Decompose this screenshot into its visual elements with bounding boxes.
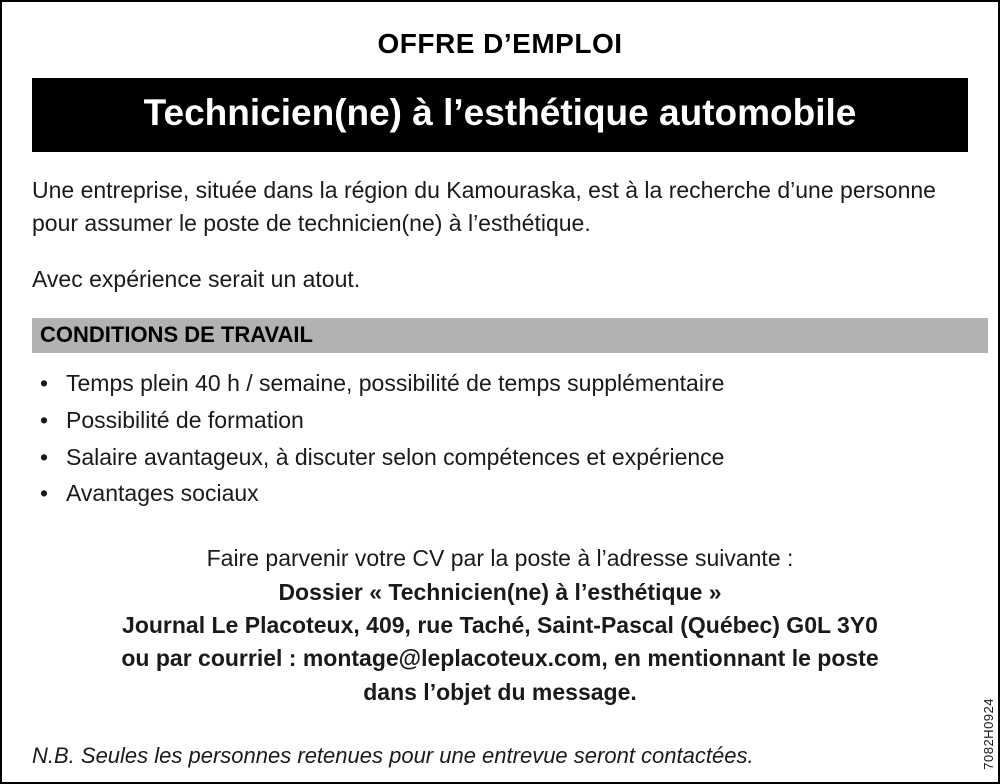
conditions-heading: CONDITIONS DE TRAVAIL [32, 318, 988, 353]
condition-item: • Temps plein 40 h / semaine, possibilité de temps supplémentaire [32, 365, 968, 402]
contact-line-intro: Faire parvenir votre CV par la poste à l’adresse suivante : [206, 545, 794, 572]
job-title-banner: Technicien(ne) à l’esthétique automobile [32, 78, 968, 152]
contact-line-subject: dans l’objet du message. [363, 678, 637, 705]
footnote-nb: N.B. Seules les personnes retenues pour une entrevue seront contactées. [32, 742, 754, 768]
contact-instructions [32, 542, 968, 709]
reference-code: 7082H0924 [981, 698, 996, 770]
condition-item: • Possibilité de formation [32, 402, 968, 439]
contact-line-address: Journal Le Placoteux, 409, rue Taché, Saint-Pascal (Québec) G0L 3Y0 [122, 611, 878, 638]
contact-line-email: ou par courriel : montage@leplacoteux.com, en mentionnant le poste [121, 645, 879, 672]
condition-item: • Salaire avantageux, à discuter selon compétences et expérience [32, 439, 968, 476]
condition-item: • Avantages sociaux [32, 475, 968, 512]
ad-header-title: OFFRE D’EMPLOI [377, 28, 623, 59]
contact-line-dossier: Dossier « Technicien(ne) à l’esthétique » [278, 578, 722, 605]
conditions-list [32, 365, 968, 512]
intro-paragraph-2: Avec expérience serait un atout. [32, 265, 361, 292]
intro-paragraph-1: Une entreprise, située dans la région du Kamouraska, est à la recherche d’une personne pour assumer le poste de technicien(ne) à l’esthétique. [32, 177, 936, 237]
intro-section [32, 174, 968, 296]
